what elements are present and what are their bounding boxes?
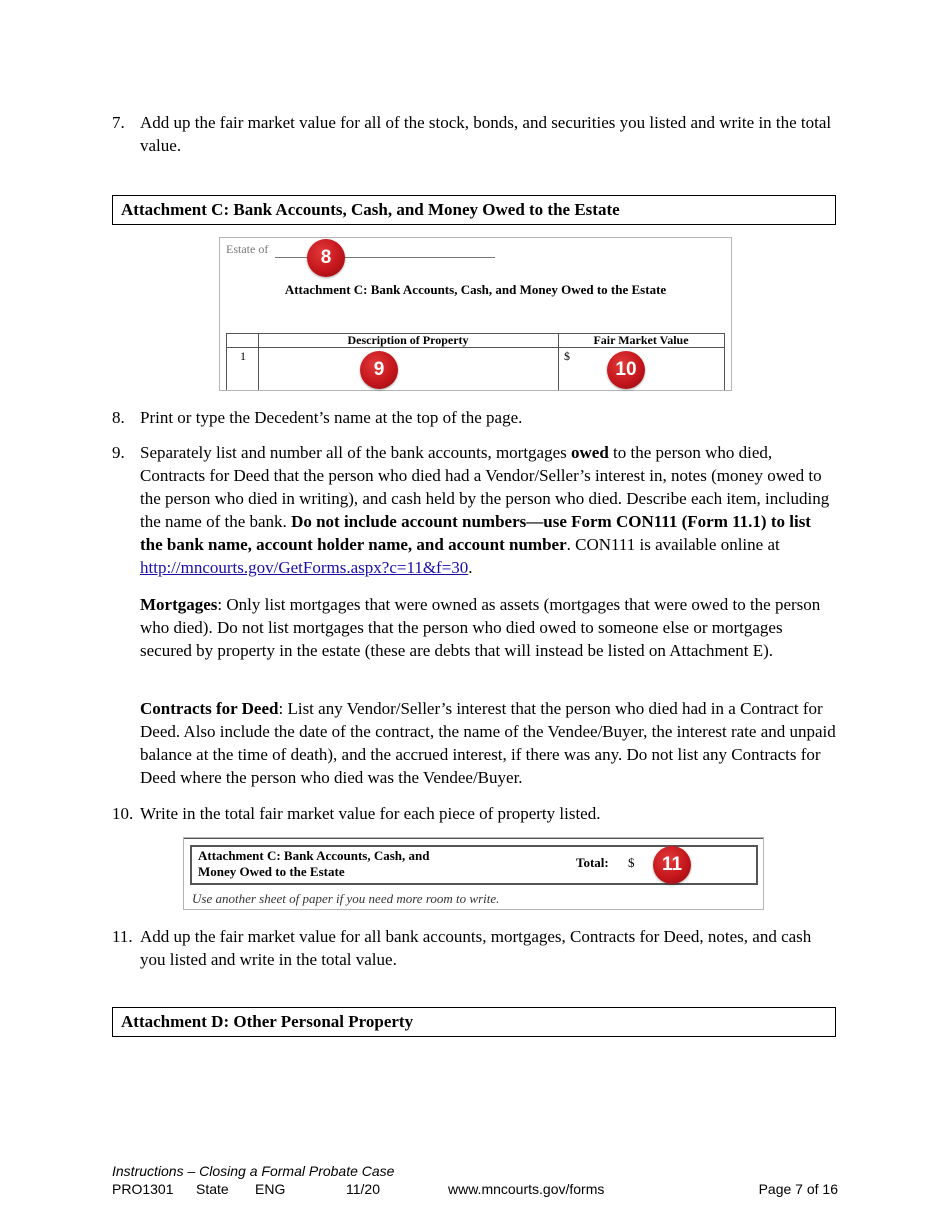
step-11-text: Add up the fair market value for all bank accounts, mortgages, Contracts for Deed, notes, and cash you listed and write in the total value. (140, 927, 812, 969)
contracts-paragraph (140, 697, 837, 789)
contracts-label: Contracts for Deed (140, 699, 279, 718)
callout-badge-9: 9 (360, 351, 398, 389)
footer (112, 1163, 838, 1201)
step-7-text: Add up the fair market value for all of the stock, bonds, and securities you listed and write in the total value. (140, 113, 832, 155)
step-11-number: 11. (112, 927, 133, 946)
footer-doc-title: Instructions – Closing a Formal Probate Case (112, 1163, 395, 1179)
value-dollar-sign: $ (564, 349, 570, 363)
form-c-title: Attachment C: Bank Accounts, Cash, and Money Owed to the Estate (284, 282, 667, 297)
step-7 (112, 111, 837, 157)
getforms-link[interactable]: http://mncourts.gov/GetForms.aspx?c=11&f=30 (140, 558, 469, 577)
step-9-text-part-3: . CON111 is available online at (566, 535, 780, 554)
callout-badge-8: 8 (307, 239, 345, 277)
step-7-number: 7. (112, 113, 125, 132)
step-9-text-part-1: Separately list and number all of the bank accounts, mortgages (140, 443, 572, 462)
row-number: 1 (240, 349, 246, 363)
step-9-bold-owed: owed (571, 443, 609, 462)
footer-jurisdiction: State (196, 1181, 229, 1197)
footer-page-number: Page 7 of 16 (758, 1181, 838, 1197)
step-9-text (140, 441, 837, 579)
mortgages-text: : Only list mortgages that were owned as assets (mortgages that were owed to the person who died). Do not list mortgages that the person who died owed to someone else or mortgages secured by property in the estate (these are debts that will instead be listed on Attachment E). (140, 595, 821, 660)
table-left-border (226, 333, 227, 390)
total-dollar-sign: $ (628, 855, 635, 870)
section-d-header: Attachment D: Other Personal Property (112, 1007, 836, 1037)
step-9 (112, 441, 837, 579)
form-c-table (226, 333, 725, 390)
step-8-number: 8. (112, 408, 125, 427)
footer-date: 11/20 (346, 1181, 380, 1197)
contracts-text: : List any Vendor/Seller’s interest that the person who died had in a Contract for Deed. Also include the date of the contract, the name of the Vendee/Buyer, the interest rate and unpaid balance at the time of death), and the accrued interest, if there was any. Do not list any Contracts for Deed where the person who died was the Vendee/Buyer. (140, 699, 836, 787)
callout-badge-11: 11 (653, 846, 691, 884)
footer-website: www.mncourts.gov/forms (448, 1181, 605, 1197)
step-10 (112, 802, 837, 825)
footer-code: PRO1301 (112, 1181, 174, 1197)
total-top-rule (184, 838, 763, 839)
section-c-header: Attachment C: Bank Accounts, Cash, and Money Owed to the Estate (112, 195, 836, 225)
step-8-text: Print or type the Decedent’s name at the top of the page. (140, 408, 523, 427)
mortgages-paragraph (140, 593, 837, 685)
col-header-description: Description of Property (347, 333, 469, 347)
footer-language: ENG (255, 1181, 286, 1197)
mortgages-label: Mortgages (140, 595, 218, 614)
step-9-text-part-4: . (468, 558, 473, 577)
callout-badge-10: 10 (607, 351, 645, 389)
step-9-text-part-2: to the person who died, Contracts for Deed that the person who died had a Vendor/Seller’s interest in, notes (money owed to the person who died in writing), and cash held by the person who died. Describe each item, including the name of the bank. (140, 443, 830, 531)
total-note: Use another sheet of paper if you need more room to write. (192, 891, 500, 906)
table-right-border (724, 333, 725, 390)
attachment-c-form-image (219, 237, 732, 391)
total-label: Total: (576, 855, 609, 870)
total-label-line-2: Money Owed to the Estate (198, 864, 345, 879)
step-9-bold-instruction: Do not include account numbers—use Form CON111 (Form 11.1) to list the bank name, account holder name, and account number (140, 512, 811, 554)
step-10-number: 10. (112, 804, 134, 823)
total-label-line-1: Attachment C: Bank Accounts, Cash, and (198, 848, 430, 863)
step-11 (112, 925, 837, 971)
col-header-value: Fair Market Value (593, 333, 689, 347)
step-10-text: Write in the total fair market value for each piece of property listed. (140, 804, 601, 823)
step-9-number: 9. (112, 443, 125, 462)
estate-of-label: Estate of (226, 242, 269, 256)
step-8 (112, 406, 837, 429)
